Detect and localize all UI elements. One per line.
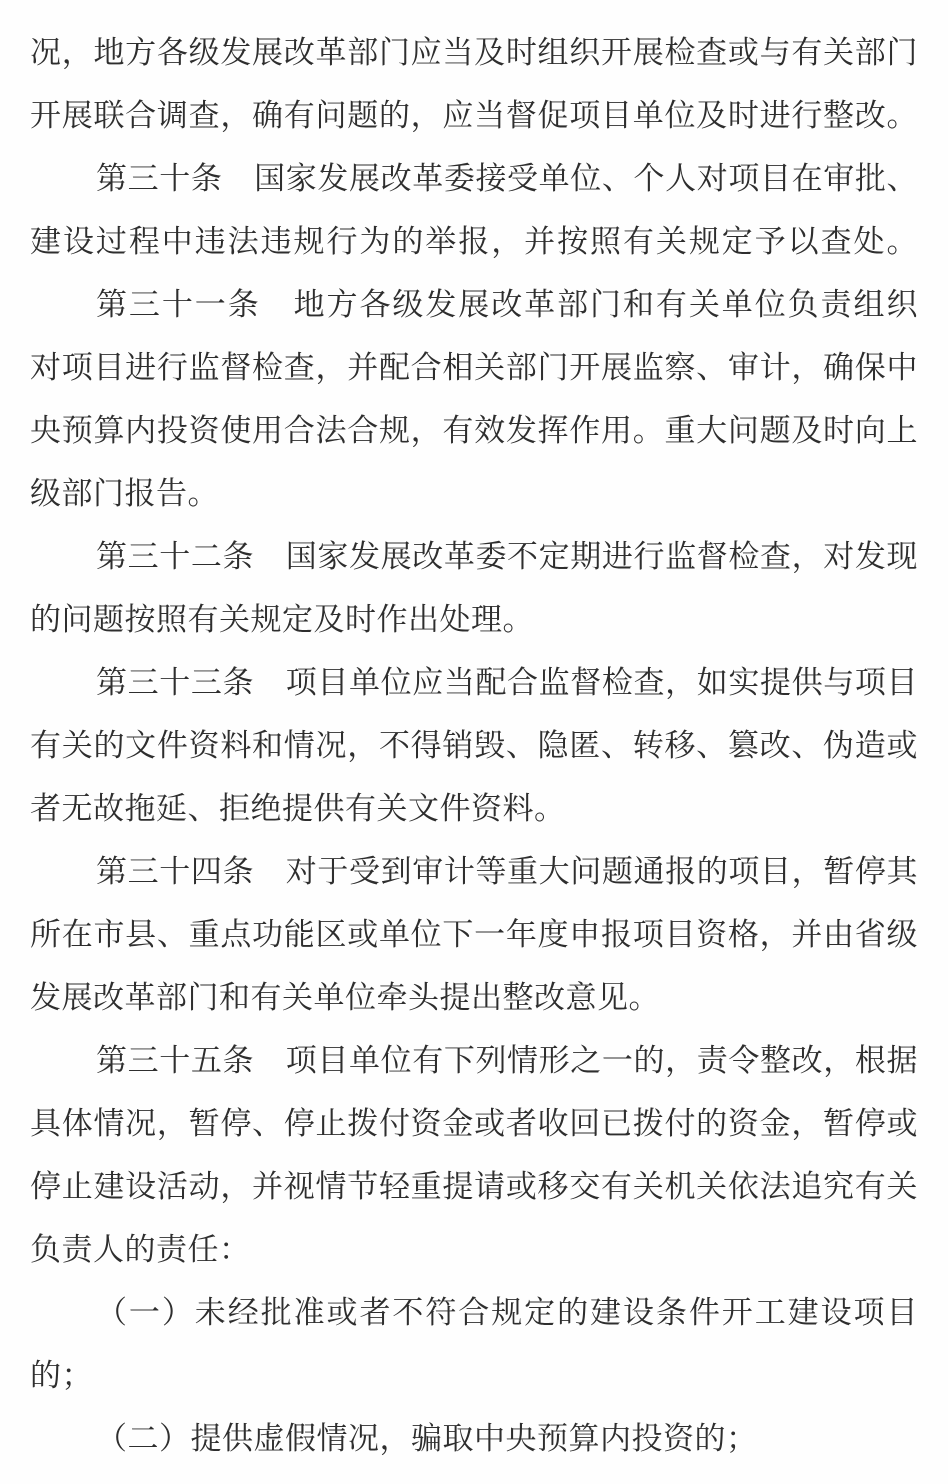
text-line: 发展改革部门和有关单位牵头提出整改意见。 <box>30 980 660 1015</box>
text-line-article-30: 第三十条 国家发展改革委接受单位、个人对项目在审批、 <box>96 161 918 196</box>
text-line: 央预算内投资使用合法合规，有效发挥作用。重大问题及时向上 <box>30 413 918 448</box>
text-line-article-34: 第三十四条 对于受到审计等重大问题通报的项目，暂停其 <box>96 854 918 889</box>
text-line: 者无故拖延、拒绝提供有关文件资料。 <box>30 791 566 826</box>
text-line: 停止建设活动，并视情节轻重提请或移交有关机关依法追究有关 <box>30 1169 918 1204</box>
text-line: 负责人的责任： <box>30 1232 251 1267</box>
text-line: 况，地方各级发展改革部门应当及时组织开展检查或与有关部门 <box>30 35 918 70</box>
text-line: 所在市县、重点功能区或单位下一年度申报项目资格，并由省级 <box>30 917 918 952</box>
text-line-article-33: 第三十三条 项目单位应当配合监督检查，如实提供与项目 <box>96 665 918 700</box>
text-line-item-2: （二）提供虚假情况，骗取中央预算内投资的； <box>96 1421 758 1456</box>
text-line-article-35: 第三十五条 项目单位有下列情形之一的，责令整改，根据 <box>96 1043 918 1078</box>
text-line: 的； <box>30 1358 93 1393</box>
text-line: 对项目进行监督检查，并配合相关部门开展监察、审计，确保中 <box>30 350 918 385</box>
text-line-article-31: 第三十一条 地方各级发展改革部门和有关单位负责组织 <box>96 287 918 322</box>
text-line-article-32: 第三十二条 国家发展改革委不定期进行监督检查，对发现 <box>96 539 918 574</box>
text-line: 具体情况，暂停、停止拨付资金或者收回已拨付的资金，暂停或 <box>30 1106 918 1141</box>
document-body <box>30 21 918 1470</box>
text-line: 的问题按照有关规定及时作出处理。 <box>30 602 534 637</box>
text-line: 建设过程中违法违规行为的举报，并按照有关规定予以查处。 <box>30 224 918 259</box>
text-line-item-1: （一）未经批准或者不符合规定的建设条件开工建设项目 <box>96 1295 918 1330</box>
text-line: 开展联合调查，确有问题的，应当督促项目单位及时进行整改。 <box>30 98 918 133</box>
text-line: 级部门报告。 <box>30 476 219 511</box>
text-line: 有关的文件资料和情况，不得销毁、隐匿、转移、篡改、伪造或 <box>30 728 918 763</box>
